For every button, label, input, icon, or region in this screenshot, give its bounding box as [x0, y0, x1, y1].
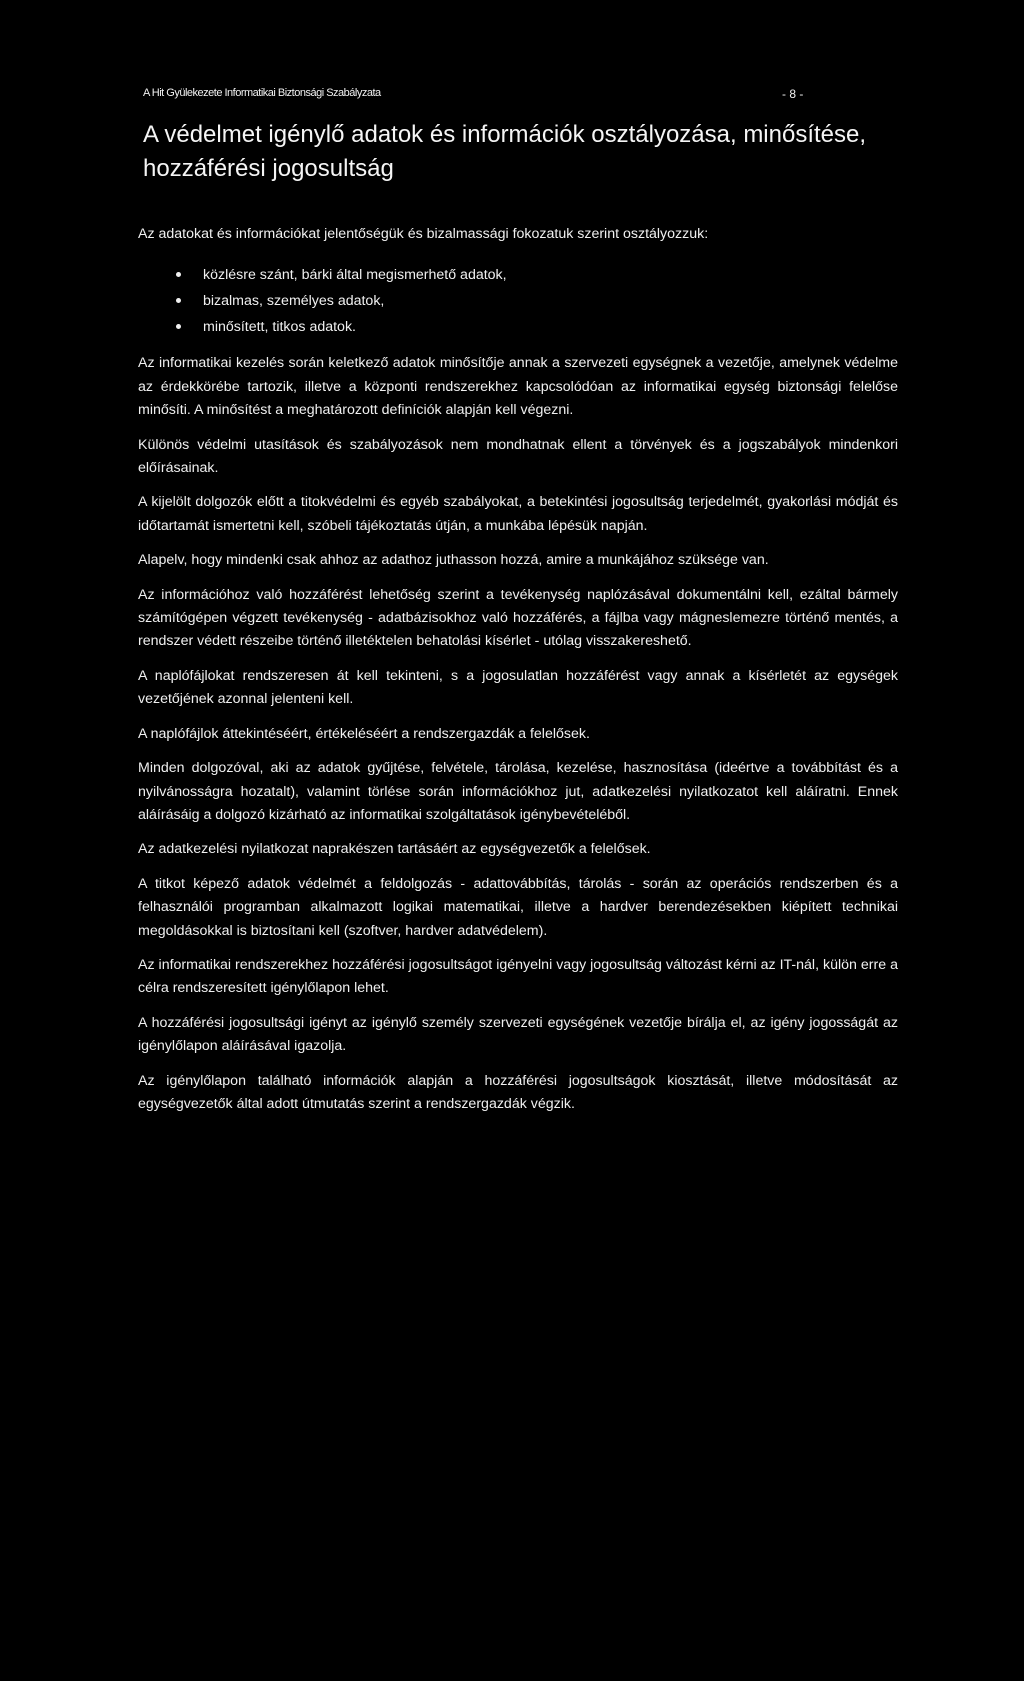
paragraph: Minden dolgozóval, aki az adatok gyűjtése, felvétele, tárolása, kezelése, hasznosítása (ideértve a továbbítást és a nyilvánosságra hozatalt), valamint törlése során információkhoz jut, adatkezelési nyilatkozatot kell aláíratni. Ennek aláírásáig a dolgozó kizárható az informatikai szolgáltatások igénybevételéből. — [138, 760, 898, 823]
paragraph: Az informatikai kezelés során keletkező adatok minősítője annak a szervezeti egységnek a vezetője, amelynek védelme az érdekkörébe tartozik, illetve a központi rendszerekhez kapcsolódóan az informatikai egység biztonsági felelőse minősíti. A minősítést a meghatározott definíciók alapján kell végezni. — [138, 355, 898, 419]
bullet-icon — [176, 298, 181, 303]
paragraph: Az adatkezelési nyilatkozat naprakészen tartásáért az egységvezetők a felelősek. — [138, 841, 651, 858]
list-item-text: minősített, titkos adatok. — [203, 319, 356, 336]
paragraph: Az igénylőlapon található információk alapján a hozzáférési jogosultságok kiosztását, illetve módosítását az egységvezetők által adott útmutatás szerint a rendszergazdák végzik. — [138, 1072, 898, 1112]
paragraph: A hozzáférési jogosultsági igényt az igénylő személy szervezeti egységének vezetője bírálja el, az igény jogosságát az igénylőlapon aláírásával igazolja. — [138, 1014, 898, 1055]
section-body — [138, 223, 898, 1127]
paragraph: Alapelv, hogy mindenki csak ahhoz az adathoz juthasson hozzá, amire a munkájához szüksége van. — [138, 552, 769, 569]
paragraph: A naplófájlokat rendszeresen át kell tekinteni, s a jogosulatlan hozzáférést vagy annak a kísérletét az egységek vezetőjének azonnal jelenteni kell. — [138, 667, 898, 708]
page-number: - 8 - — [782, 87, 804, 101]
list-item-text: bizalmas, személyes adatok, — [203, 293, 385, 310]
bullet-icon — [176, 272, 181, 277]
paragraph: A kijelölt dolgozók előtt a titokvédelmi és egyéb szabályokat, a betekintési jogosultság terjedelmét, gyakorlási módját és időtartamát ismertetni kell, szóbeli tájékoztatás útján, a munkába lépésük napján. — [138, 494, 898, 534]
paragraph: A naplófájlok áttekintéséért, értékeléséért a rendszergazdák a felelősek. — [138, 725, 590, 742]
list-item-text: közlésre szánt, bárki által megismerhető adatok, — [203, 267, 507, 284]
running-header: A Hit Gyülekezete Informatikai Biztonsági Szabályzata — [143, 87, 381, 99]
section-title: A védelmet igénylő adatok és információk osztályozása, minősítése, hozzáférési jogosultság — [143, 121, 867, 182]
bullet-icon — [176, 324, 181, 329]
list-item — [138, 262, 898, 288]
classification-list — [138, 262, 898, 340]
paragraph: Különös védelmi utasítások és szabályozások nem mondhatnak ellent a törvények és a jogszabályok mindenkori előírásainak. — [138, 436, 898, 477]
paragraph: A titkot képező adatok védelmét a feldolgozás - adattovábbítás, tárolás - során az operációs rendszerben és a felhasználói programban alkalmazott logikai matematikai, illetve a hardver berendezésekben kiépített technikai megoldásokkal is biztosítani kell (szoftver, hardver adatvédelem). — [138, 875, 898, 939]
paragraph: Az információhoz való hozzáférést lehetőség szerint a tevékenység naplózásával dokumentálni kell, ezáltal bármely számítógépen végzett tevékenység - adatbázisokhoz való hozzáférés, a fájlba vagy mágneslemezre történő mentés, a rendszer védett részeibe történő illetéktelen behatolási kísérlet - utólag visszakereshető. — [138, 586, 898, 650]
list-item — [138, 288, 898, 314]
intro-paragraph: Az adatokat és információkat jelentőségük és bizalmassági fokozatuk szerint osztályozzuk: — [138, 226, 709, 242]
paragraph: Az informatikai rendszerekhez hozzáférési jogosultságot igényelni vagy jogosultság változást kérni az IT-nál, külön erre a célra rendszeresített igénylőlapon lehet. — [138, 956, 898, 997]
list-item — [138, 314, 898, 340]
